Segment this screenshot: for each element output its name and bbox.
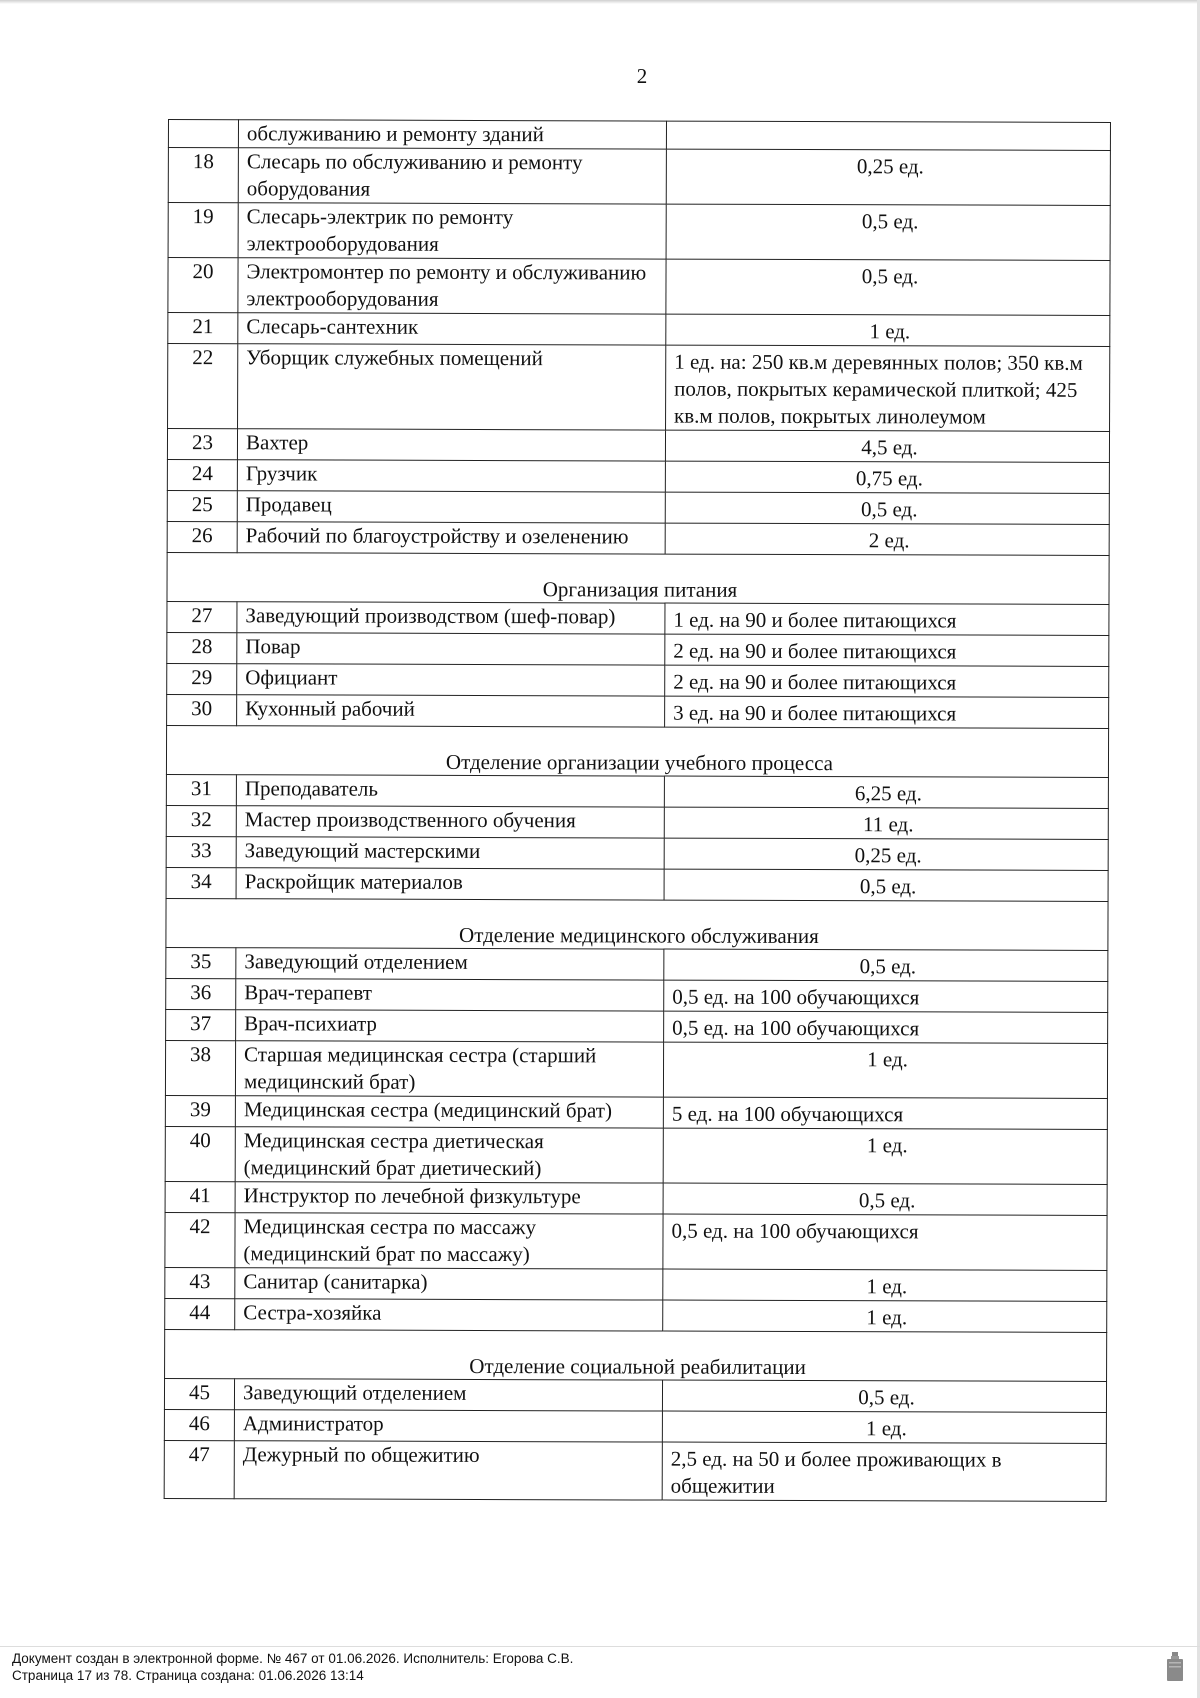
staff-norm-cell: 1 ед. [662,1411,1106,1443]
row-number-cell: 18 [168,148,238,203]
position-cell: Врач-терапевт [236,979,664,1011]
row-number-cell: 19 [168,203,238,258]
staff-norm-cell [666,121,1110,150]
row-number-cell: 29 [167,663,237,694]
table-row [165,1267,1107,1301]
row-number-cell: 39 [165,1095,235,1126]
staff-norm-cell: 0,5 ед. на 100 обучающихся [663,1214,1107,1270]
staff-norm-cell: 0,5 ед. [664,869,1108,901]
table-row [165,1095,1107,1129]
row-number-cell [168,120,238,148]
section-title: Организация питания [167,552,1109,604]
staff-norm-cell: 1 ед. [663,1269,1107,1301]
table-row [168,203,1110,261]
position-cell: Дежурный по общежитию [234,1441,662,1500]
table-row [166,978,1108,1012]
position-cell: Уборщик служебных помещений [238,344,666,430]
position-cell: Медицинская сестра диетическая (медицинский брат диетический) [235,1127,663,1183]
position-cell: Преподаватель [236,775,664,807]
staff-norm-cell: 1 ед. [663,1128,1107,1184]
staff-norm-cell: 6,25 ед. [664,776,1108,808]
position-cell: Грузчик [237,460,665,492]
position-cell: Кухонный рабочий [237,695,665,727]
position-cell: Слесарь-сантехник [238,313,666,345]
staff-norm-cell: 0,75 ед. [665,461,1109,493]
row-number-cell: 24 [167,459,237,490]
section-title: Отделение социальной реабилитации [165,1329,1107,1381]
section-header-row [165,1329,1107,1381]
table-row [164,1409,1106,1443]
position-cell: Электромонтер по ремонту и обслуживанию электрооборудования [238,258,666,314]
table-row [168,258,1110,316]
staff-norm-cell: 0,5 ед. на 100 обучающихся [664,980,1108,1012]
staff-norm-cell: 1 ед. [663,1042,1107,1098]
row-number-cell: 26 [167,521,237,552]
section-header-row [166,725,1108,777]
footer-line-2: Страница 17 из 78. Страница создана: 01.06.2026 13:14 [12,1668,364,1683]
table-row [166,947,1108,981]
staff-norm-cell: 2 ед. [665,523,1109,555]
table-row [168,120,1110,151]
row-number-cell: 20 [168,258,238,313]
row-number-cell: 22 [168,344,238,429]
table-row [167,459,1109,493]
position-cell: Мастер производственного обучения [236,806,664,838]
row-number-cell: 36 [166,978,236,1009]
staff-norm-cell: 11 ед. [664,807,1108,839]
section-title: Отделение медицинского обслуживания [166,898,1108,950]
row-number-cell: 37 [166,1009,236,1040]
row-number-cell: 35 [166,947,236,978]
table-row [166,774,1108,808]
row-number-cell: 46 [164,1409,234,1440]
table-row [167,663,1109,697]
table-row [167,601,1109,635]
staff-norm-cell: 5 ед. на 100 обучающихся [663,1097,1107,1129]
row-number-cell: 44 [165,1298,235,1329]
staff-norm-cell: 0,25 ед. [664,838,1108,870]
row-number-cell: 30 [167,694,237,725]
table-row [165,1298,1107,1332]
row-number-cell: 25 [167,490,237,521]
position-cell: Официант [237,664,665,696]
staff-norm-cell: 0,5 ед. [666,204,1110,260]
position-cell: Заведующий производством (шеф-повар) [237,602,665,634]
table-row [167,429,1109,463]
position-cell: Слесарь по обслуживанию и ремонту оборудования [238,148,666,204]
row-number-cell: 32 [166,805,236,836]
staff-norm-cell: 1 ед. [666,314,1110,346]
row-number-cell: 34 [166,867,236,898]
position-cell: обслуживанию и ремонту зданий [238,120,666,149]
position-cell: Слесарь-электрик по ремонту электрооборудования [238,203,666,259]
position-cell: Повар [237,633,665,665]
table-row [164,1378,1106,1412]
section-header-row [166,898,1108,950]
position-cell: Медицинская сестра (медицинский брат) [235,1096,663,1128]
staff-norm-cell: 1 ед. на 90 и более питающихся [665,603,1109,635]
staff-norm-cell: 3 ед. на 90 и более питающихся [665,696,1109,728]
row-number-cell: 40 [165,1126,235,1181]
staff-norm-cell: 0,5 ед. на 100 обучающихся [664,1011,1108,1043]
row-number-cell: 27 [167,601,237,632]
staff-norm-cell: 0,5 ед. [664,949,1108,981]
table-row [167,521,1109,555]
position-cell: Старшая медицинская сестра (старший медицинский брат) [235,1041,663,1097]
table-row [167,694,1109,728]
table-row [168,313,1110,347]
table-row [166,867,1108,901]
position-cell: Вахтер [237,429,665,461]
table-row [164,1440,1106,1501]
scan-top-edge [0,0,1200,4]
row-number-cell: 28 [167,632,237,663]
table-row [166,805,1108,839]
staff-norm-cell: 2 ед. на 90 и более питающихся [665,634,1109,666]
position-cell: Администратор [234,1410,662,1442]
row-number-cell: 42 [165,1212,235,1267]
position-cell: Заведующий отделением [234,1379,662,1411]
row-number-cell: 33 [166,836,236,867]
table-row [168,344,1110,432]
staff-norm-cell: 0,5 ед. [662,1380,1106,1412]
position-cell: Инструктор по лечебной физкультуре [235,1182,663,1214]
table-row [167,490,1109,524]
staff-norm-cell: 0,5 ед. [665,492,1109,524]
position-cell: Продавец [237,491,665,523]
document-stamp-icon [1166,1652,1184,1682]
table-row [165,1181,1107,1215]
row-number-cell: 23 [167,429,237,460]
staff-norm-cell: 4,5 ед. [665,430,1109,462]
row-number-cell: 43 [165,1267,235,1298]
staff-norm-cell: 1 ед. на: 250 кв.м деревянных полов; 350 кв.м полов, покрытых керамической плиткой; 425 кв.м полов, покрытых линолеумом [666,345,1110,431]
table-row [167,632,1109,666]
staff-norm-cell: 2,5 ед. на 50 и более проживающих в общежитии [662,1442,1106,1501]
position-cell: Медицинская сестра по массажу (медицинский брат по массажу) [235,1213,663,1269]
position-cell: Рабочий по благоустройству и озеленению [237,522,665,554]
table-row [168,148,1110,206]
position-cell: Раскройщик материалов [236,868,664,900]
row-number-cell: 38 [165,1040,235,1095]
staff-norm-cell: 0,5 ед. [663,1183,1107,1215]
row-number-cell: 21 [168,313,238,344]
staff-norm-cell: 0,5 ед. [666,259,1110,315]
row-number-cell: 41 [165,1181,235,1212]
position-cell: Санитар (санитарка) [235,1268,663,1300]
section-header-row [167,552,1109,604]
position-cell: Заведующий отделением [236,948,664,980]
section-title: Отделение организации учебного процесса [166,725,1108,777]
table-row [165,1040,1107,1098]
staff-norm-cell: 1 ед. [663,1300,1107,1332]
footer-line-1: Документ создан в электронной форме. № 467 от 01.06.2026. Исполнитель: Егорова С.В. [12,1651,574,1666]
staffing-table-body [164,120,1110,1502]
table-row [166,836,1108,870]
page-number: 2 [636,64,648,88]
position-cell: Заведующий мастерскими [236,837,664,869]
staff-norm-cell: 2 ед. на 90 и более питающихся [665,665,1109,697]
row-number-cell: 47 [164,1440,234,1498]
row-number-cell: 45 [164,1378,234,1409]
position-cell: Врач-психиатр [236,1010,664,1042]
staff-norm-cell: 0,25 ед. [666,149,1110,205]
table-row [166,1009,1108,1043]
staffing-table [164,119,1111,1502]
table-row [165,1212,1107,1270]
position-cell: Сестра-хозяйка [235,1299,663,1331]
table-row [165,1126,1107,1184]
footer-divider [0,1646,1200,1647]
row-number-cell: 31 [166,774,236,805]
document-footer [12,1650,573,1684]
